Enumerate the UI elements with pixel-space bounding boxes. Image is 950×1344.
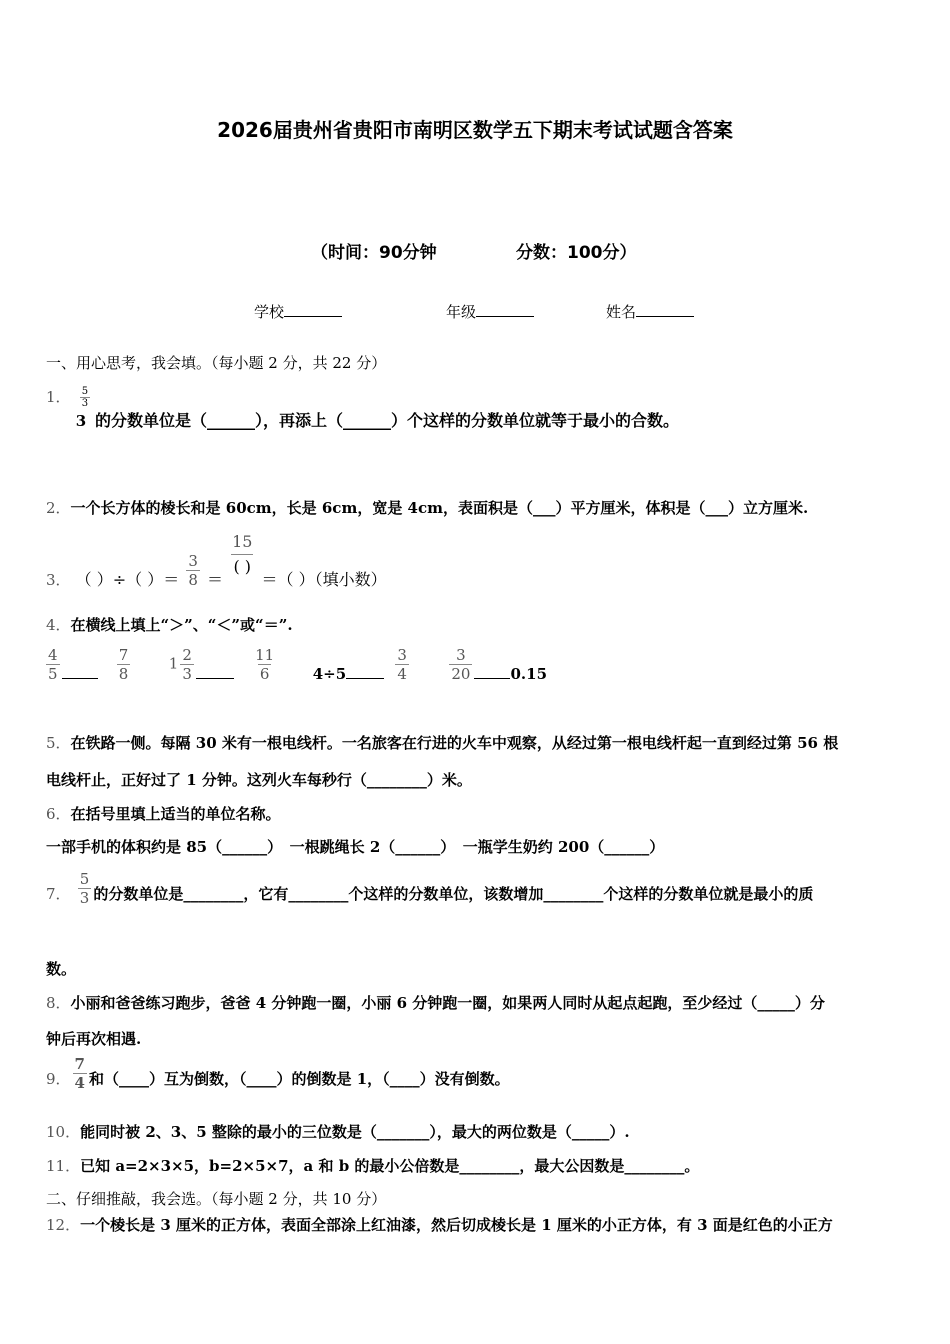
question-text: 的分数单位是________，它有________个这样的分数单位，该数增加________个这样的分数单位就是最小的质 [93,884,814,903]
question-10 [46,1121,630,1142]
fraction: $\frac{3}{4}$ [397,646,407,683]
comparison-row [44,646,547,683]
question-number: 4． [46,616,71,634]
fraction: $\frac{7}{8}$ [118,646,129,683]
question-number: 5． [46,734,71,752]
question-number: 6． [46,805,71,823]
question-12 [46,1214,833,1235]
question-11 [46,1155,699,1176]
grade-field[interactable] [446,301,534,322]
question-1 [46,384,680,430]
fraction: $\frac{2}{3}$ [182,646,192,683]
compare-blank[interactable] [62,678,98,679]
question-text: 已知 a=2×3×5，b=2×5×7，a 和 b 的最小公倍数是________，最大公因数是________。 [80,1157,700,1175]
section-1-heading: 一、用心思考，我会填。（每小题 2 分，共 22 分） [46,354,387,372]
name-label: 姓名 [606,303,637,321]
page-title: 2026届贵州省贵阳市南明区数学五下期末考试试题含答案 [217,118,733,142]
question-number: 10． [46,1123,81,1141]
question-number: 7． [46,884,71,903]
fraction: $\frac{7}{4}$ [74,1055,85,1092]
fraction: $\frac{3}{8}$ [188,552,198,589]
question-number: 8． [46,994,71,1012]
question-7 [46,870,813,907]
question-8-line-2: 钟后再次相遇. [46,1030,142,1048]
division-expression: （ ）÷（ ）＝ [75,570,180,589]
question-text: 在横线上填上“＞”、“＜”或“＝”. [70,616,293,634]
question-5 [46,732,838,753]
question-4 [46,614,293,635]
grade-label: 年级 [446,303,477,321]
question-number: 12． [46,1216,81,1234]
school-field[interactable] [254,301,342,322]
fraction-blank[interactable]: $\frac{15}{( )}$ [230,530,254,579]
fraction: $\frac{3}{20}$ [451,646,471,683]
question-text: 一个棱长是 3 厘米的正方体，表面全部涂上红油漆，然后切成棱长是 1 厘米的小正方体，有 3 面是红色的小正方 [80,1216,833,1234]
question-text: 的分数单位是（______），再添上（______）个这样的分数单位就等于最小的合数。 [95,411,680,430]
question-number: 11． [46,1157,81,1175]
question-number: 2． [46,499,71,517]
question-text: 小丽和爸爸练习跑步，爸爸 4 分钟跑一圈，小丽 6 分钟跑一圈，如果两人同时从起点起跑，至少经过（_____）分 [70,994,825,1012]
expression: 4÷5 [312,664,347,683]
question-5-line-2: 电线杆止，正好过了 1 分钟。这列火车每秒行（________）米。 [46,771,472,789]
decimal-blank: ＝（ ）（填小数） [261,570,387,589]
question-2 [46,497,808,518]
school-label: 学校 [254,303,285,321]
question-number: 3． [46,571,71,589]
question-text: 在铁路一侧。每隔 30 米有一根电线杆。一名旅客在行进的火车中观察，从经过第一根电线杆起一直到经过第 56 根 [70,734,839,752]
exam-time: （时间：90分钟 [311,243,437,263]
compare-blank[interactable] [474,678,510,679]
exam-score: 分数：100分） [516,243,637,263]
section-2-heading: 二、仔细推敲，我会选。（每小题 2 分，共 10 分） [46,1190,387,1208]
fraction: $\frac{5}{3}$ [79,870,90,907]
question-6-line-2: 一部手机的体积约是 85（______） 一根跳绳长 2（______） 一瓶学生奶约 200（______） [46,838,665,856]
question-3 [46,530,387,589]
fraction: $\frac{5}{3}$ [81,386,89,409]
name-field[interactable] [606,301,694,322]
equals-sign: ＝ [206,570,223,589]
question-number: 9． [46,1069,71,1088]
question-text: 和（____）互为倒数，（____）的倒数是 1，（____）没有倒数。 [88,1069,510,1088]
mixed-number-whole: 1 [168,654,179,673]
fraction: $\frac{11}{6}$ [255,646,275,683]
question-text: 一个长方体的棱长和是 60cm，长是 6cm，宽是 4cm，表面积是（___）平方厘米，体积是（___）立方厘米. [70,499,809,517]
question-number: 1． [46,388,71,406]
question-8 [46,992,825,1013]
fraction: $\frac{4}{5}$ [48,646,58,683]
question-9 [46,1055,510,1092]
question-text: 在括号里填上适当的单位名称。 [70,805,281,823]
compare-blank[interactable] [346,678,384,679]
question-text: 能同时被 2、3、5 整除的最小的三位数是（_______），最大的两位数是（_____）. [80,1123,630,1141]
question-6 [46,803,281,824]
decimal-value: 0.15 [510,664,548,683]
compare-blank[interactable] [196,678,234,679]
question-7-line-2: 数。 [46,960,77,978]
whole-number: 3 [75,412,87,430]
